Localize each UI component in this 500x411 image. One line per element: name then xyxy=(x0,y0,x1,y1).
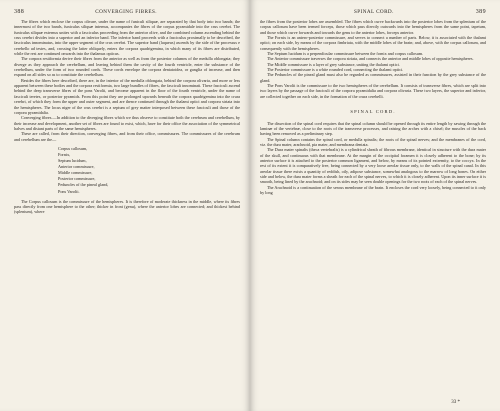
left-running-title: CONVERGING FIBRES. xyxy=(95,9,157,15)
body-paragraph: The Dura mater spinalis (theca vertebralis) is a cylindrical sheath of fibrous membrane, identical in structure with the dura mater of the skull, and continuous with that membrane. At the margin of the occipital foramen it is closely adherent to the bone; by its anterior surface it is attached to the posterior common ligament, and below, by means of its pointed extremity, to the coccyx. In the rest of its extent it is comparatively free, being connected by a very loose areolar tissue only, to the walls of the spinal canal. In this areolar tissue there exists a quantity of reddish, oily, adipose substance, somewhat analogous to the marrow of long bones. On either side and below, the dura mater forms a sheath for each of the spinal nerves, to which it is closely adherent. Upon its inner surface it is smooth, being lined by the arachnoid; and on its sides may be seen double openings for the two roots of each of the spinal nerves. xyxy=(260,147,486,185)
body-paragraph: The Septum lucidum is a perpendicular commissure between the fornix and corpus callosum. xyxy=(267,51,424,57)
body-paragraph: The dissection of the spinal cord requires that the spinal column should be opened through its entire length by sawing through the laminæ of the vertebræ, close to the roots of the transverse processes, and raising the arches with a chisel; the muscles of the back having been removed as a preliminary step. xyxy=(260,120,486,137)
body-paragraph: Besides the fibres here described, there are, in the interior of the medulla oblongata, behind the corpora olivaria, and more or less apparent between these bodies and the corpora restiformia, two large bundles of fibres, the fasciculi innominati. These fasciculi ascend behind the deep transverse fibres of the pons Varolii, and become apparent in the floor of the fourth ventricle, under the name of fasciculi teretes, or posterior pyramids. From this point they are prolonged upwards beneath the corpora quadrigemina into the crura cerebri, of which they form the upper and outer segment, and are thence continued through the thalami optici and corpora striata into the hemispheres. The locus niger of the crus cerebri is a septum of grey matter interposed between these fasciculi and those of the corpora pyramidalia. xyxy=(14,77,240,115)
body-paragraph: the fibres from the posterior lobes are assembled. The fibres which curve backwards into the posterior lobes from the splenium of the corpus callosum have been termed forceps, those which pass directly outwards into the hemispheres from the same point, tapetum, and those which curve forwards and towards the genu to the anterior lobes, forceps anterior. xyxy=(260,19,486,35)
body-paragraph: The Posterior commissure is a white rounded cord, connecting the thalami optici. xyxy=(267,67,404,73)
body-paragraph: The Spinal column contains the spinal cord, or medulla spinalis; the roots of the spinal nerves; and the membranes of the cord, viz. the dura mater, arachnoid, pia mater, and membrana dentata. xyxy=(260,136,486,147)
body-paragraph: The Arachnoid is a continuation of the serous membrane of the brain. It encloses the cord very loosely, being connected to it only by long xyxy=(260,184,486,195)
commissures-list xyxy=(58,146,240,195)
right-running-title: SPINAL CORD. xyxy=(354,9,394,15)
list-item: Anterior commissure, xyxy=(58,164,95,170)
body-paragraph: These are called, from their direction, converging fibres, and from their office, commissures. The commissures of the cerebrum and cerebellum are the— xyxy=(14,131,240,142)
body-paragraph: The Pons Varolii is the commissure to the two hemispheres of the cerebellum. It consists of transverse fibres, which are split into two layers by the passage of the fasciculi of the corpora pyramidalia and corpora olivaria. These two layers, the superior and inferior, are collected together on each side, in the formation of the crura cerebelli. xyxy=(260,83,486,99)
body-paragraph: The Fornix is an antero-posterior commissure, and serves to connect a number of parts. Below, it is associated with the thalami optici; on each side, by means of the corpora fimbriata, with the middle lobes of the brain; and, above, with the corpus callosum, and consequently with the hemispheres. xyxy=(260,35,486,51)
body-paragraph: The Peduncles of the pineal gland must also be regarded as commissures, assisted in their function by the grey substance of the gland. xyxy=(260,72,486,83)
left-page-number: 388 xyxy=(14,9,25,15)
list-item: Posterior commissure, xyxy=(58,176,96,182)
left-running-head xyxy=(14,8,240,16)
list-item: Septum lucidum, xyxy=(58,158,87,164)
body-paragraph: The Corpus callosum is the commissure of the hemispheres. It is therefore of moderate thickness in the middle, where its fibres pass directly from one hemisphere to the other; thicker in front (genu), where the anterior lobes are connected; and thickest behind (splenium), where xyxy=(14,198,240,215)
list-item: Middle commissure, xyxy=(58,170,93,176)
right-page-number: 389 xyxy=(475,9,486,15)
list-item: Peduncles of the pineal gland, xyxy=(58,182,109,188)
body-paragraph: Converging fibres.—In addition to the diverging fibres which we thus observe to constitute both the cerebrum and cerebellum, by their increase and development, another set of fibres are found to exist, which, have for their office the association of the symmetrical halves and distant parts of the same hemispheres. xyxy=(14,115,240,131)
section-title: SPINAL CORD. xyxy=(350,109,396,115)
body-paragraph: The Anterior commissure traverses the corpora striata, and connects the anterior and middle lobes of opposite hemispheres. xyxy=(267,56,474,62)
right-running-head xyxy=(260,8,486,16)
list-item: Fornix, xyxy=(58,152,71,157)
list-item: Pons Varolii. xyxy=(58,188,80,194)
signature-mark: 33 * xyxy=(451,399,460,405)
list-item: Corpus callosum, xyxy=(58,145,88,151)
body-paragraph: The fibres which enclose the corpus olivare, under the name of funiculi siliquæ, are separated by that body into two bands; the innermost of the two bands, funiculus siliquæ internus, accompanies the fibres of the corpus pyramidale into the crus cerebri. The funiculus siliquæ externus unites with a fasciculus proceeding from the anterior olive, and the combined column ascending behind the crus cerebri divides into a superior and an inferior band. The inferior band proceeds with a fasciculus proximally to be described, the fasciculus innominatus, into the upper segment of the crus cerebri. The superior band (laqueus) ascends by the side of the processus e cerebello ad testes, and, crossing the latter obliquely, enters the corpora quadrigemina, in which many of its fibres are distributed, while the rest are continued onwards into the thalamus opticus. xyxy=(14,19,240,57)
body-paragraph: The Middle commissure is a layer of grey substance, uniting the thalami optici. xyxy=(267,61,400,67)
body-paragraph: The corpora restiformia derive their fibres from the anterior as well as from the posterior columns of the medulla oblongata; they diverge as they approach the cerebellum, and leaving behind them the cavity of the fourth ventricle, enter the substance of the cerebellum, under the form of two rounded cords. These cords envelope the corpora dentatoidea, or ganglia of increase, and then expand on all sides so as to constitute the cerebellum. xyxy=(14,56,240,78)
right-page xyxy=(250,0,500,411)
